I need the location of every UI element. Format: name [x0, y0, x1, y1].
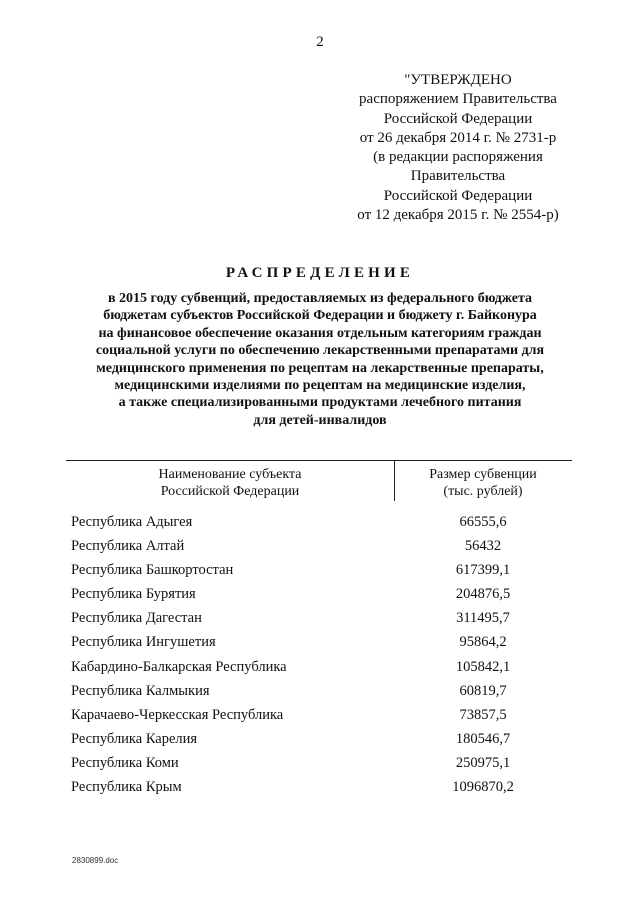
approval-line: от 26 декабря 2014 г. № 2731-р — [359, 129, 557, 146]
approval-line: "УТВЕРЖДЕНО — [404, 72, 512, 88]
approval-line: распоряжением Правительства — [359, 91, 557, 108]
region-name: Республика Дагестан — [71, 610, 202, 627]
header-line: Российской Федерации — [160, 484, 300, 499]
approval-line: Российской Федерации — [383, 110, 533, 127]
subvention-amount: 204876,5 — [455, 586, 511, 603]
table-top-rule — [66, 460, 572, 461]
approval-line: от 12 декабря 2015 г. № 2554-р) — [357, 207, 559, 224]
region-name: Кабардино-Балкарская Республика — [71, 658, 287, 675]
table-body — [0, 514, 640, 803]
footer-filename: 2830899.doc — [72, 856, 119, 865]
table-row — [0, 755, 640, 779]
table-header-name — [70, 466, 390, 500]
page-number: 2 — [316, 34, 324, 50]
region-name: Республика Карелия — [71, 730, 198, 747]
subvention-amount: 180546,7 — [455, 730, 511, 747]
approval-stamp — [328, 71, 588, 225]
table-row — [0, 634, 640, 658]
subvention-amount: 60819,7 — [459, 682, 507, 699]
approval-line: (в редакции распоряжения — [373, 149, 543, 166]
table-row — [0, 731, 640, 755]
table-row — [0, 659, 640, 683]
subvention-amount: 56432 — [464, 538, 502, 555]
subtitle-line: а также специализированными продуктами лечебного питания — [118, 395, 522, 411]
table-row — [0, 562, 640, 586]
subtitle-line: в 2015 году субвенций, предоставляемых из федерального бюджета — [108, 291, 532, 306]
subvention-amount: 311495,7 — [456, 610, 510, 627]
subvention-amount: 66555,6 — [459, 514, 507, 530]
table-row — [0, 610, 640, 634]
table-row — [0, 707, 640, 731]
region-name: Республика Крым — [71, 779, 182, 796]
subtitle-line: медицинского применения по рецептам на лекарственные препараты, — [96, 360, 544, 376]
subtitle-line: бюджетам субъектов Российской Федерации и бюджету г. Байконура — [103, 308, 537, 324]
region-name: Республика Алтай — [71, 538, 185, 555]
table-header-amount — [398, 466, 568, 500]
subvention-amount: 73857,5 — [459, 706, 507, 723]
subtitle-line: для детей-инвалидов — [253, 412, 387, 428]
table-row — [0, 514, 640, 538]
document-title: РАСПРЕДЕЛЕНИЕ — [225, 265, 415, 281]
region-name: Республика Бурятия — [71, 586, 196, 603]
table-column-divider — [394, 461, 395, 501]
region-name: Республика Башкортостан — [71, 562, 234, 579]
approval-line: Правительства — [410, 168, 506, 185]
subvention-amount: 95864,2 — [459, 634, 507, 651]
subvention-amount: 1096870,2 — [452, 779, 514, 796]
subtitle-line: медицинскими изделиями по рецептам на медицинские изделия, — [114, 378, 526, 394]
region-name: Республика Калмыкия — [71, 682, 210, 699]
subvention-amount: 105842,1 — [455, 658, 511, 675]
region-name: Республика Ингушетия — [71, 634, 216, 651]
table-row — [0, 586, 640, 610]
subvention-amount: 617399,1 — [455, 562, 511, 579]
subtitle-line: на финансовое обеспечение оказания отдельным категориям граждан — [98, 325, 542, 341]
region-name: Республика Коми — [71, 754, 179, 771]
header-line: Наименование субъекта — [158, 467, 302, 482]
header-line: (тыс. рублей) — [443, 484, 523, 499]
header-line: Размер субвенции — [429, 467, 537, 482]
table-row — [0, 538, 640, 562]
table-row — [0, 683, 640, 707]
region-name: Карачаево-Черкесская Республика — [71, 706, 284, 723]
document-subtitle — [60, 290, 580, 429]
subtitle-line: социальной услуги по обеспечению лекарственными препаратами для — [95, 343, 545, 359]
table-row — [0, 779, 640, 803]
region-name: Республика Адыгея — [71, 514, 193, 530]
approval-line: Российской Федерации — [383, 187, 533, 204]
subvention-amount: 250975,1 — [455, 754, 511, 771]
